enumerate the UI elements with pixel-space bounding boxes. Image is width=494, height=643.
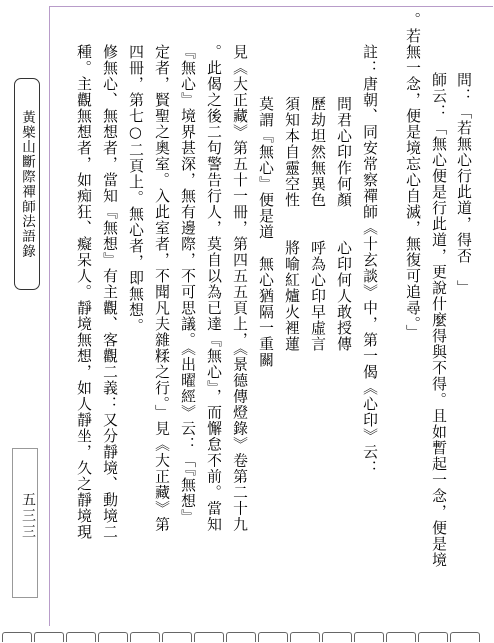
bottom-tab[interactable] <box>130 632 160 642</box>
bottom-tab[interactable] <box>258 632 288 642</box>
bottom-tab[interactable] <box>450 632 480 642</box>
text-column-2: 師云：「無心便是行此道，更說什麼得與不得。且如暫起一念，便是境 <box>430 72 447 568</box>
bottom-tab[interactable] <box>194 632 224 642</box>
text-column-12: 定者，賢聖之奧室。入此室者，不聞凡夫雜糅之行。」見《大正藏》第 <box>153 44 170 533</box>
text-column-8: 莫謂『無心』便是道 無心猶隔一重關 <box>257 96 274 368</box>
bottom-tab[interactable] <box>162 632 192 642</box>
bottom-tab-strip <box>0 632 494 643</box>
text-column-5: 問君心印作何顏 心印何人敢授傳 <box>335 96 352 352</box>
text-column-10: 。此偈之後二句警告行人，莫自以為已達『無心』，而懈怠不前。當知 <box>205 44 222 533</box>
bottom-tab[interactable] <box>66 632 96 642</box>
text-column-1: 問：「若無心行此道，得否 」 <box>455 72 472 296</box>
text-column-3: 。若無一念，便是境忘心自滅，無復可追尋。」 <box>404 12 421 341</box>
text-column-15: 種。主觀無想者，如痴狂、癡呆人。靜境無想，如人靜坐，久之靜境現 <box>75 44 92 540</box>
bottom-tab[interactable] <box>354 632 384 642</box>
bottom-tab[interactable] <box>98 632 128 642</box>
bottom-tab[interactable] <box>322 632 352 642</box>
text-column-6: 歷劫坦然無異色 呼為心印早虛言 <box>309 96 326 352</box>
text-column-11: 『無心』境界甚深，無有邊際，不可思議。《出曜經》云：「『無想』 <box>179 44 196 526</box>
bottom-tab[interactable] <box>226 632 256 642</box>
bottom-tab[interactable] <box>290 632 320 642</box>
bottom-tab[interactable] <box>34 632 64 642</box>
bottom-tab[interactable] <box>2 632 32 642</box>
text-column-9: 見《大正藏》第五十一冊，第四五五頁上，《景德傳燈錄》卷第二十九 <box>231 44 248 533</box>
book-title-label: 黃檗山斷際禪師法語錄 <box>14 78 40 290</box>
text-column-13: 四冊，第七○二頁上。無心者，即無想。 <box>127 44 144 335</box>
bottom-tab[interactable] <box>386 632 416 642</box>
text-column-7: 須知本自靈空性 將喻紅爐火裡蓮 <box>283 96 300 352</box>
page-number: 五三三 <box>20 492 36 540</box>
text-column-4: 註：唐朝、同安常察禪師《十玄談》中，第一偈《心印》云： <box>361 44 378 476</box>
text-column-14: 修無心、無想者，當知『無想』有主觀、客觀二義：又分靜境、動境二 <box>101 44 118 540</box>
bottom-tab[interactable] <box>418 632 448 642</box>
